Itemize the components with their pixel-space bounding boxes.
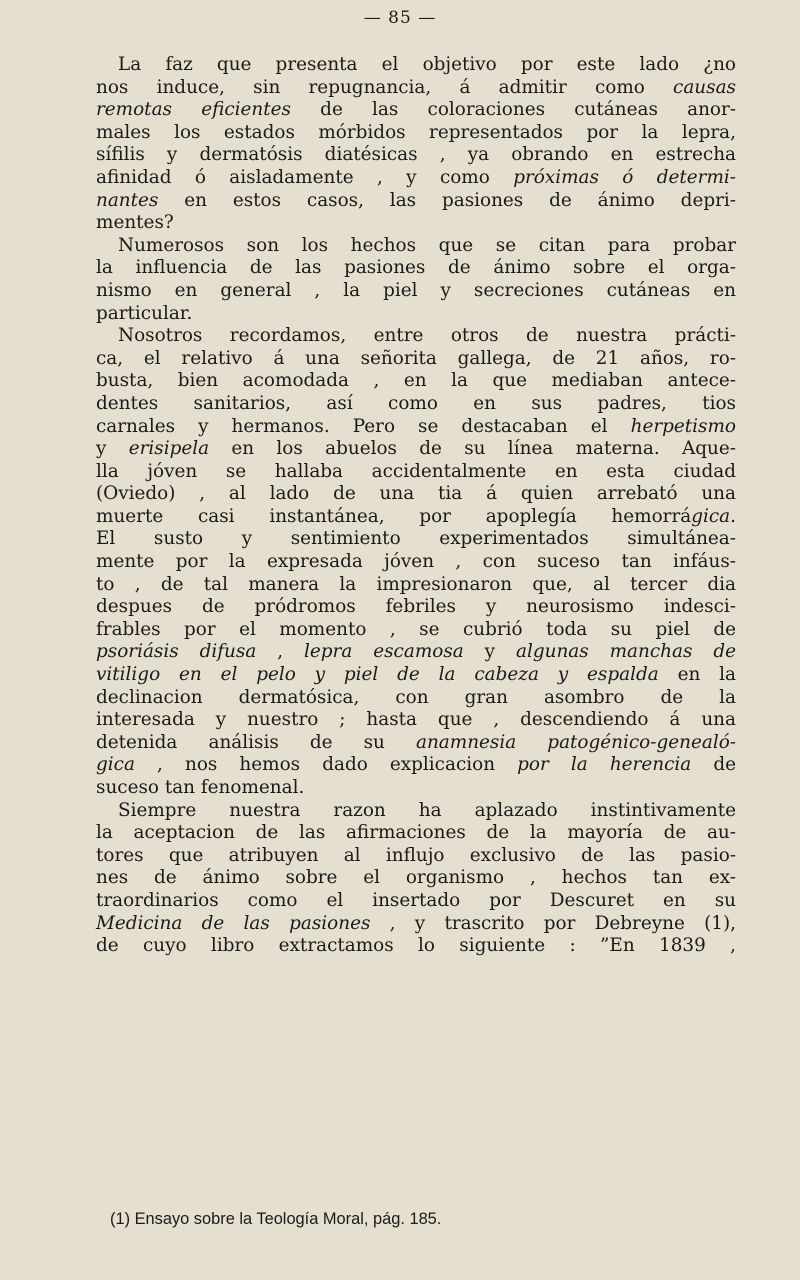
text-line: to , de tal manera la impresionaron que, al tercer dia [96,573,736,595]
text-line: suceso tan fenomenal. [96,777,305,798]
page-number: — 85 — [363,8,437,28]
text-line: carnales y hermanos. Pero se destacaban el herpetismo [96,415,736,437]
text-line: vitiligo en el pelo y piel de la cabeza y espalda en la [96,664,736,686]
text-line: declinacion dermatósica, con gran asombro de la [96,686,736,708]
text-line: tores que atribuyen al influjo exclusivo de las pasio- [96,844,736,866]
text-line: Numerosos son los hechos que se citan para probar [118,234,736,256]
text-line: gica , nos hemos dado explicacion por la herencia de [96,754,736,776]
text-line: nismo en general , la piel y secreciones cutáneas en [96,279,736,301]
text-line: nes de ánimo sobre el organismo , hechos tan ex- [96,867,736,889]
text-line: frables por el momento , se cubrió toda su piel de [96,618,736,640]
text-line: busta, bien acomodada , en la que mediaban antece- [96,370,736,392]
text-line: afinidad ó aisladamente , y como próximas ó determi- [96,166,737,188]
text-line: (Oviedo) , al lado de una tia á quien arrebató una [96,483,736,505]
text-line: detenida análisis de su anamnesia patogénico-genealó- [96,731,736,753]
text-line: lla jóven se hallaba accidentalmente en esta ciudad [96,460,736,482]
text-line: la influencia de las pasiones de ánimo sobre el orga- [96,257,736,279]
text-line: y erisipela en los abuelos de su línea materna. Aque- [96,438,736,460]
text-line: muerte casi instantánea, por apoplegía hemorrágica. [96,505,736,527]
text-line: ca, el relativo á una señorita gallega, de 21 años, ro- [96,347,736,369]
text-line: de cuyo libro extractamos lo siguiente : ”En 1839 , [96,935,736,957]
text-line: Medicina de las pasiones , y trascrito por Debreyne (1), [96,912,736,934]
text-line: Siempre nuestra razon ha aplazado instintivamente [118,799,736,821]
text-line: sífilis y dermatósis diatésicas , ya obrando en estrecha [96,144,736,166]
text-line: remotas eficientes de las coloraciones cutáneas anor- [96,99,736,121]
text-line: nos induce, sin repugnancia, á admitir como causas [96,76,736,98]
text-line: psoriásis difusa , lepra escamosa y algunas manchas de [96,641,736,663]
text-line: mente por la expresada jóven , con suceso tan infáus- [96,551,736,573]
body-text [96,54,736,958]
text-line: nantes en estos casos, las pasiones de ánimo depri- [96,189,736,211]
text-line: dentes sanitarios, así como en sus padres, tios [96,392,736,414]
text-line: El susto y sentimiento experimentados simultánea- [96,528,736,550]
text-line: Nosotros recordamos, entre otros de nuestra prácti- [118,325,736,347]
text-line: particular. [96,302,193,324]
text-line: La faz que presenta el objetivo por este lado ¿no [118,54,736,75]
text-line: males los estados mórbidos representados por la lepra, [96,121,736,143]
text-line: interesada y nuestro ; hasta que , descendiendo á una [96,709,736,731]
text-line: despues de pródromos febriles y neurosismo indesci- [96,596,736,618]
text-line: la aceptacion de las afirmaciones de la mayoría de au- [96,822,736,844]
text-line: traordinarios como el insertado por Descuret en su [96,889,736,911]
footnote: (1) Ensayo sobre la Teología Moral, pág. 185. [110,1210,442,1228]
text-line: mentes? [96,212,174,234]
